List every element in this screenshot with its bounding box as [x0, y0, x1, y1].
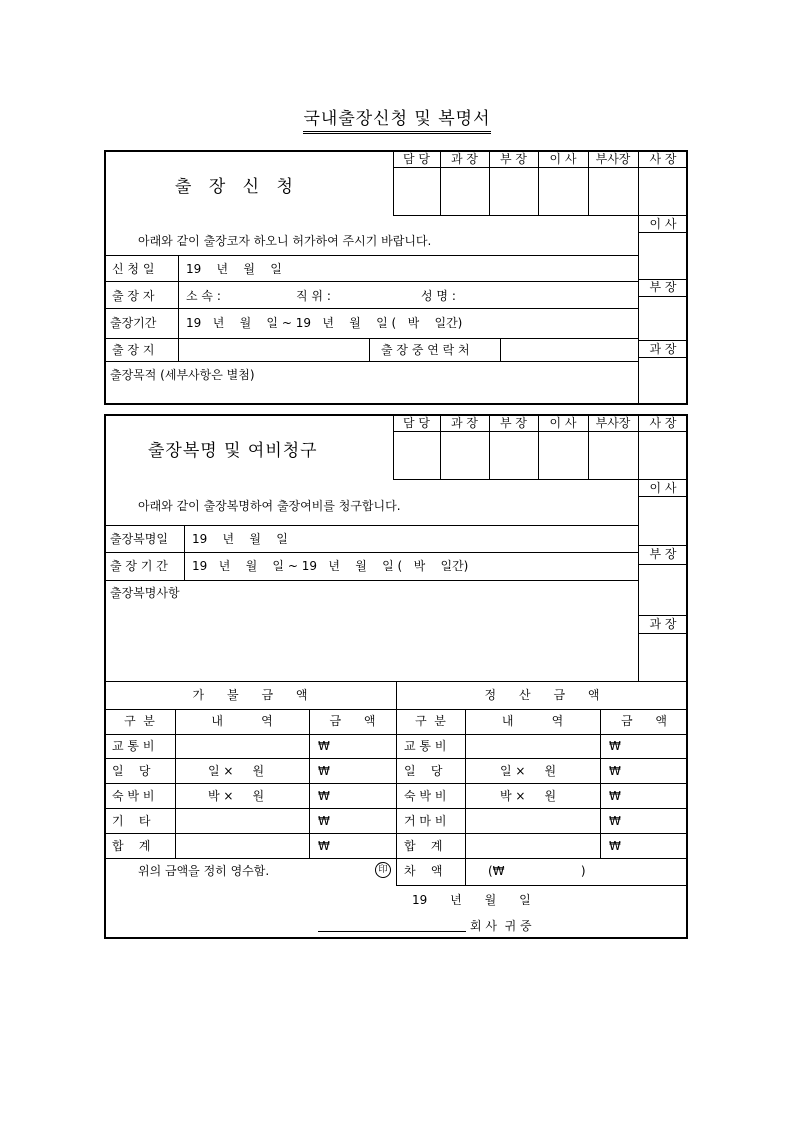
trip-period-value: 19 년 월 일 ~ 19 년 월 일 ( 박 일간): [186, 316, 463, 330]
left-row-amount: ₩: [318, 789, 330, 803]
col-desc-left: 내 역: [211, 714, 273, 728]
traveler-label: 출 장 자: [112, 289, 155, 303]
seal-mark: 印: [375, 862, 391, 878]
difference-label: 차 액: [404, 864, 443, 878]
left-row-amount: ₩: [318, 839, 330, 853]
position-label: 직 위 :: [296, 289, 331, 303]
left-row-label: 합 계: [112, 839, 151, 853]
col-amount-left: 금 액: [329, 714, 376, 728]
right-row-amount: ₩: [609, 789, 621, 803]
approval-header-bujang: 부 장: [500, 152, 527, 166]
purpose-label: 출장목적 (세부사항은 별첨): [110, 368, 255, 382]
page-title: 국내출장신청 및 복명서: [0, 104, 794, 134]
col-type-right: 구 분: [415, 714, 446, 728]
apply-date-value: 19 년 월 일: [186, 262, 282, 276]
approval2-header-bujang: 부 장: [500, 416, 527, 430]
report-intro: 아래와 같이 출장복명하여 출장여비를 청구합니다.: [138, 499, 401, 513]
approval2-header-damdang: 담 당: [403, 416, 430, 430]
right-row-amount: ₩: [609, 814, 621, 828]
side-label-bujang: 부 장: [649, 280, 677, 294]
left-row-label: 교 통 비: [112, 739, 155, 753]
report-details-label: 출장복명사항: [110, 586, 180, 600]
dept-label: 소 속 :: [186, 289, 221, 303]
company-suffix: 회 사 귀 중: [470, 919, 532, 933]
side2-label-gwajang: 과 장: [649, 617, 677, 631]
report-heading: 출장복명 및 여비청구: [148, 441, 318, 461]
approval2-header-isa: 이 사: [549, 416, 577, 430]
right-row-amount: ₩: [609, 839, 621, 853]
approval-header-damdang: 담 당: [403, 152, 430, 166]
approval2-header-sajang: 사 장: [649, 416, 677, 430]
left-row-amount: ₩: [318, 739, 330, 753]
report-period-value: 19 년 월 일 ~ 19 년 월 일 ( 박 일간): [192, 559, 469, 573]
difference-value: (₩ ): [488, 864, 586, 878]
col-type-left: 구 분: [124, 714, 155, 728]
approval-header-busajang: 부사장: [595, 152, 631, 166]
col-desc-right: 내 역: [501, 714, 564, 728]
advance-title: 가 불 금 액: [192, 688, 308, 702]
left-row-label: 일 당: [112, 764, 151, 778]
right-row-label: 교 통 비: [404, 739, 447, 753]
side2-label-bujang: 부 장: [649, 547, 677, 561]
right-row-label: 일 당: [404, 764, 443, 778]
side-label-gwajang: 과 장: [649, 342, 677, 356]
receipt-text: 위의 금액을 정히 영수함.: [138, 864, 270, 878]
name-label: 성 명 :: [421, 289, 456, 303]
left-row-desc: 박 × 원: [208, 789, 265, 803]
apply-date-label: 신 청 일: [112, 262, 155, 276]
report-date-value: 19 년 월 일: [192, 532, 288, 546]
col-amount-right: 금 액: [620, 714, 668, 728]
right-row-label: 거 마 비: [404, 814, 447, 828]
left-row-desc: 일 × 원: [208, 764, 265, 778]
right-row-label: 숙 박 비: [404, 789, 447, 803]
right-row-desc: 일 × 원: [500, 764, 557, 778]
side2-label-isa: 이 사: [649, 481, 677, 495]
right-row-label: 합 계: [404, 839, 443, 853]
report-date-label: 출장복명일: [110, 532, 168, 546]
destination-label: 출 장 지: [112, 343, 155, 357]
settle-title: 정 산 금 액: [484, 688, 600, 702]
approval2-header-gwajang: 과 장: [451, 416, 478, 430]
left-row-label: 숙 박 비: [112, 789, 155, 803]
approval-header-isa: 이 사: [549, 152, 577, 166]
date-line: 19 년 월 일: [412, 893, 531, 907]
trip-period-label: 출장기간: [110, 316, 157, 330]
right-row-amount: ₩: [609, 764, 621, 778]
request-heading: 출 장 신 청: [175, 177, 299, 197]
left-row-label: 기 타: [112, 814, 151, 828]
side-label-isa: 이 사: [649, 217, 677, 231]
approval2-header-busajang: 부사장: [595, 416, 631, 430]
approval-header-sajang: 사 장: [649, 152, 677, 166]
left-row-amount: ₩: [318, 814, 330, 828]
contact-label: 출 장 중 연 락 처: [381, 343, 470, 357]
approval-header-gwajang: 과 장: [451, 152, 478, 166]
right-row-desc: 박 × 원: [500, 789, 557, 803]
right-row-amount: ₩: [609, 739, 621, 753]
report-period-label: 출 장 기 간: [110, 559, 168, 573]
left-row-amount: ₩: [318, 764, 330, 778]
request-intro: 아래와 같이 출장코자 하오니 허가하여 주시기 바랍니다.: [138, 234, 432, 248]
company-name-line: [318, 931, 466, 932]
